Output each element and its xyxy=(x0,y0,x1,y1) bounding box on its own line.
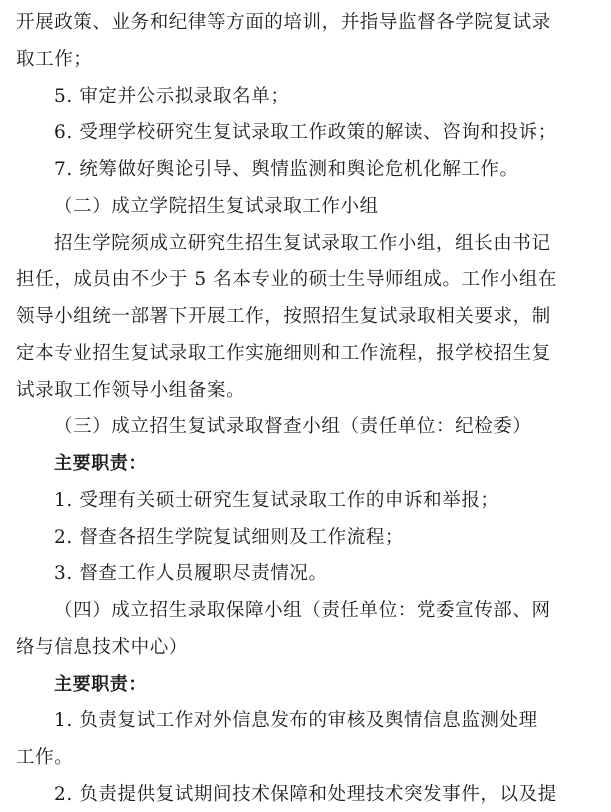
section-heading: （二）成立学院招生复试录取工作小组 xyxy=(54,196,379,217)
paragraph-line: 招生学院须成立研究生招生复试录取工作小组，组长由书记 xyxy=(54,233,551,254)
paragraph-line: 定本专业招生复试录取工作实施细则和工作流程，报学校招生复 xyxy=(16,343,551,364)
list-item: 5. 审定并公示拟录取名单； xyxy=(54,86,290,107)
section-heading: （三）成立招生复试录取督查小组（责任单位：纪检委） xyxy=(54,416,532,437)
list-item: 2. 督查各招生学院复试细则及工作流程； xyxy=(54,527,405,548)
text-line: 取工作； xyxy=(16,49,93,70)
paragraph-line: 领导小组统一部署下开展工作，按照招生复试录取相关要求，制 xyxy=(16,306,551,327)
list-item-cont: 工作。 xyxy=(16,747,74,768)
paragraph-line: 试录取工作领导小组备案。 xyxy=(16,380,246,401)
subheading: 主要职责： xyxy=(54,674,147,695)
paragraph-line: 担任，成员由不少于 5 名本专业的硕士生导师组成。工作小组在 xyxy=(16,269,558,290)
list-item: 1. 负责复试工作对外信息发布的审核及舆情信息监测处理 xyxy=(54,710,538,731)
section-heading: （四）成立招生录取保障小组（责任单位：党委宣传部、网 xyxy=(54,600,551,621)
list-item: 6. 受理学校研究生复试录取工作政策的解读、咨询和投诉； xyxy=(54,122,557,143)
text-line: 开展政策、业务和纪律等方面的培训，并指导监督各学院复试录 xyxy=(16,12,551,33)
list-item: 2. 负责提供复试期间技术保障和处理技术突发事件，以及提 xyxy=(54,784,557,805)
subheading: 主要职责： xyxy=(54,453,147,474)
list-item: 7. 统筹做好舆论引导、舆情监测和舆论危机化解工作。 xyxy=(54,159,519,180)
section-heading-cont: 络与信息技术中心） xyxy=(16,637,188,658)
list-item: 3. 督查工作人员履职尽责情况。 xyxy=(54,563,328,584)
list-item: 1. 受理有关硕士研究生复试录取工作的申诉和举报； xyxy=(54,490,500,511)
